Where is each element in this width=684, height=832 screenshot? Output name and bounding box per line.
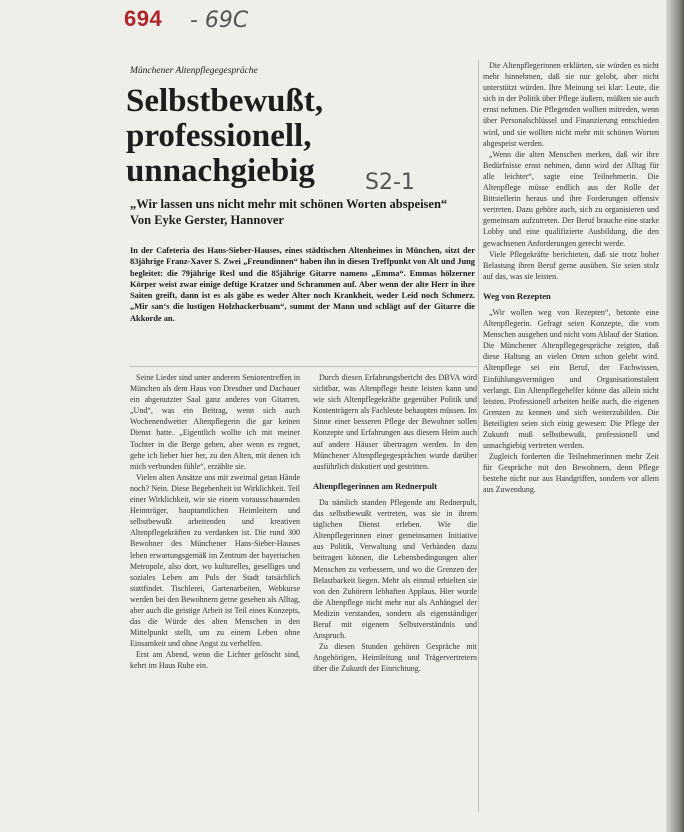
section-heading: Altenpflegerinnen am Rednerpult (313, 480, 438, 491)
binding-shadow (666, 0, 684, 832)
article-subtitle-block (130, 196, 475, 228)
paragraph: Die Altenpflegerinnen erklärten, sie würden es nicht mehr hinnehmen, daß sie nur gelobt, aber nicht unterstützt würden. Ihre Meinung sei klar: Leute, die sich in der Politik über Pflege äußern, müßten sie auch ernst nehmen. Die Pflegenden wollten mitreden, wenn über Personalschlüssel und Finanzierung entschieden wird, und sie wollten nicht mehr mit schönen Worten abgespeist werden. (483, 61, 659, 148)
paragraph: Zu diesen Stunden gehören Gespräche mit Angehörigen, Heimleitung und Trägervertretern über die Zukunft der Einrichtung. (313, 642, 477, 674)
article-subtitle: „Wir lassen uns nicht mehr mit schönen Worten abspeisen“ (130, 197, 448, 211)
article-headline (126, 84, 323, 189)
paragraph: Durch diesen Erfahrungsbericht des DBVA wird sichtbar, was Altenpflege heute leisten kann und wie sich Altenpflegekräfte gegenüber Politik und Kostenträgern als Fachleute behaupten müssen. Im Sinne einer besseren Pflege der Bewohner sollen Konzepte und Erfahrungen aus diesem Heim auch auf andere Häuser übertragen werden. In den Münchener Altenpflegegesprächen wurde darüber ausführlich diskutiert und gestritten. (313, 373, 477, 471)
paragraph: Erst am Abend, wenn die Lichter gelöscht sind, kehrt im Haus Ruhe ein. (130, 650, 300, 671)
paragraph: Seine Lieder sind unter anderem Seniorentreffen in München als dem Haus von Dresdner und Dachauer ein abgenutzter Saal ganz anderes von Gitarren. „Und“, was ein Beitrag, wenn sich auch Wochenendwetter Altenpflegerin die gar keinen Dienst hatte. „Eigentlich wollte ich mit meiner Tochter in die Berge gehen, aber wenn es regnet, gehe ich lieber hier her, zu den Alten, mit denen ich mich verbunden fühle“, erzählte sie. (130, 373, 300, 471)
page-number: 694 (124, 6, 163, 31)
paragraph: „Wir wollen weg von Rezepten“, betonte eine Altenpflegerin. Gefragt seien Konzepte, die vom Menschen ausgehen und nicht vom Ablauf der Station. Die Münchener Altenpflegegespräche zeigten, daß diese Haltung an vielen Orten schon gelebt wird. Altenpflege sei ein Beruf, der Fachwissen, Einfühlungsvermögen und Organisationstalent verlangt. Ein Altenpflegehelfer könne das allein nicht leisten. Professionell arbeiten heiße auch, die eigenen Grenzen zu kennen und sich weiterzubilden. Die Beteiligten seien sich einig gewesen: Die Pflege der Zukunft muß selbstbewußt, professionell und unnachgiebig vertreten werden. (483, 307, 659, 451)
divider-rule (130, 366, 477, 367)
article-author: Von Eyke Gerster, Hannover (130, 213, 284, 227)
section-heading: Weg von Rezepten (483, 290, 551, 301)
text-column-2 (313, 372, 477, 812)
article-kicker: Münchener Altenpflegegespräche (130, 66, 258, 76)
paragraph: Da nämlich standen Pflegende am Rednerpult, das selbstbewußt vertreten, was sie in ihrem täglichen Dienst erleben. Wie die Altenpflegerinnen einer gemeinsamen Initiative aus Politik, Verwaltung und Verbänden dazu beitragen können, die Lebensbedingungen alter Menschen zu verbessern, und wo die Grenzen der Belastbarkeit liegen. Mehr als einmal erhielten sie von den Zuhörern lebhaften Applaus. Hier wurde die Altenpflege nicht mehr nur als Anhängsel der Medizin verstanden, sondern als eigenständiger Beruf mit eigenem Selbstverständnis und Anspruch. (313, 497, 477, 641)
headline-line-2: professionell, (126, 118, 312, 154)
handwritten-page-number: - 69C (190, 8, 249, 33)
text-column-3 (483, 60, 659, 812)
text-column-1 (130, 372, 300, 812)
paragraph: „Wenn die alten Menschen merken, daß wir ihre Bedürfnisse ernst nehmen, dann wird der Alltag für alle leichter“, sagte eine Teilnehmerin. Die Altenpflege müsse endlich aus der Rolle der Bittstellerin heraus und ihre Forderungen offensiv vertreten. Dazu gehöre auch, sich zu organisieren und gemeinsam aufzutreten. Der Beruf brauche eine starke Lobby und eine qualifizierte Ausbildung, die den gewachsenen Anforderungen gerecht werde. (483, 149, 659, 248)
headline-line-3: unnachgiebig (126, 153, 315, 189)
paragraph: Vielen alten Ansätze uns mit zweimal getan Hände noch? Nein. Diese Begebenheit ist Wirklichkeit. Teil einer Wirklichkeit, wie sie einem vorausschauenden Heimträger, hauptamtlichen Heimleitern und selbstbewußt arbeitenden und kreativen Altenpflegekräften zu verdanken ist. Die rund 300 Bewohner des Münchener Hans-Sieber-Hauses leben erwartungsgemäß im Zentrum der bayerischen Metropole, also dort, wo kulturelles, geselliges und soziales Leben am Puls der Stadt tatsächlich stattfindet. Tischlerei, Gartenarbeiten, Webkurse werden bei den Bewohnern gerne gesehen als Alltag, aber auch die geistige Arbeit ist Teil eines Konzepts, das die Würde des alten Menschen in den Mittelpunkt stellt, um zu einem Leben ohne Einsamkeit und ohne Angst zu verhelfen. (130, 472, 300, 649)
handwritten-annotation: S2-1 (365, 170, 415, 195)
headline-line-1: Selbstbewußt, (126, 83, 324, 119)
paragraph: Viele Pflegekräfte berichteten, daß sie trotz hoher Belastung ihren Beruf gerne ausüben. Sie seien stolz auf das, was sie leisten. (483, 249, 659, 281)
paragraph: Zugleich forderten die Teilnehmerinnen mehr Zeit für Gespräche mit den Bewohnern, denn Pflege bestehe nicht nur aus Handgriffen, sondern vor allem aus Zuwendung. (483, 452, 659, 495)
column-rule (478, 60, 479, 812)
article-lead: In der Cafeteria des Hans-Sieber-Hauses, eines städtischen Altenheimes in München, sitzt der 83jährige Franz-Xaver S. Zwei „Freundinnen“ haben ihn in diesen Treffpunkt von Alt und Jung begleitet: die 79jährige Resl und die 85jährige Gitarre namens „Emma“. Emmas hölzerner Körper weist zwar einige deftige Kratzer und Schrammen auf. Aber wenn der alte Herr in ihre Saiten greift, dann ist es als gäbe es weder Alter noch Krankheit, weder Leid noch Schmerz. „Mir san‘s die lustigen Holzhackerbuam“, summt der Mann und schlägt auf der Gitarre die Akkorde an. (130, 246, 475, 323)
